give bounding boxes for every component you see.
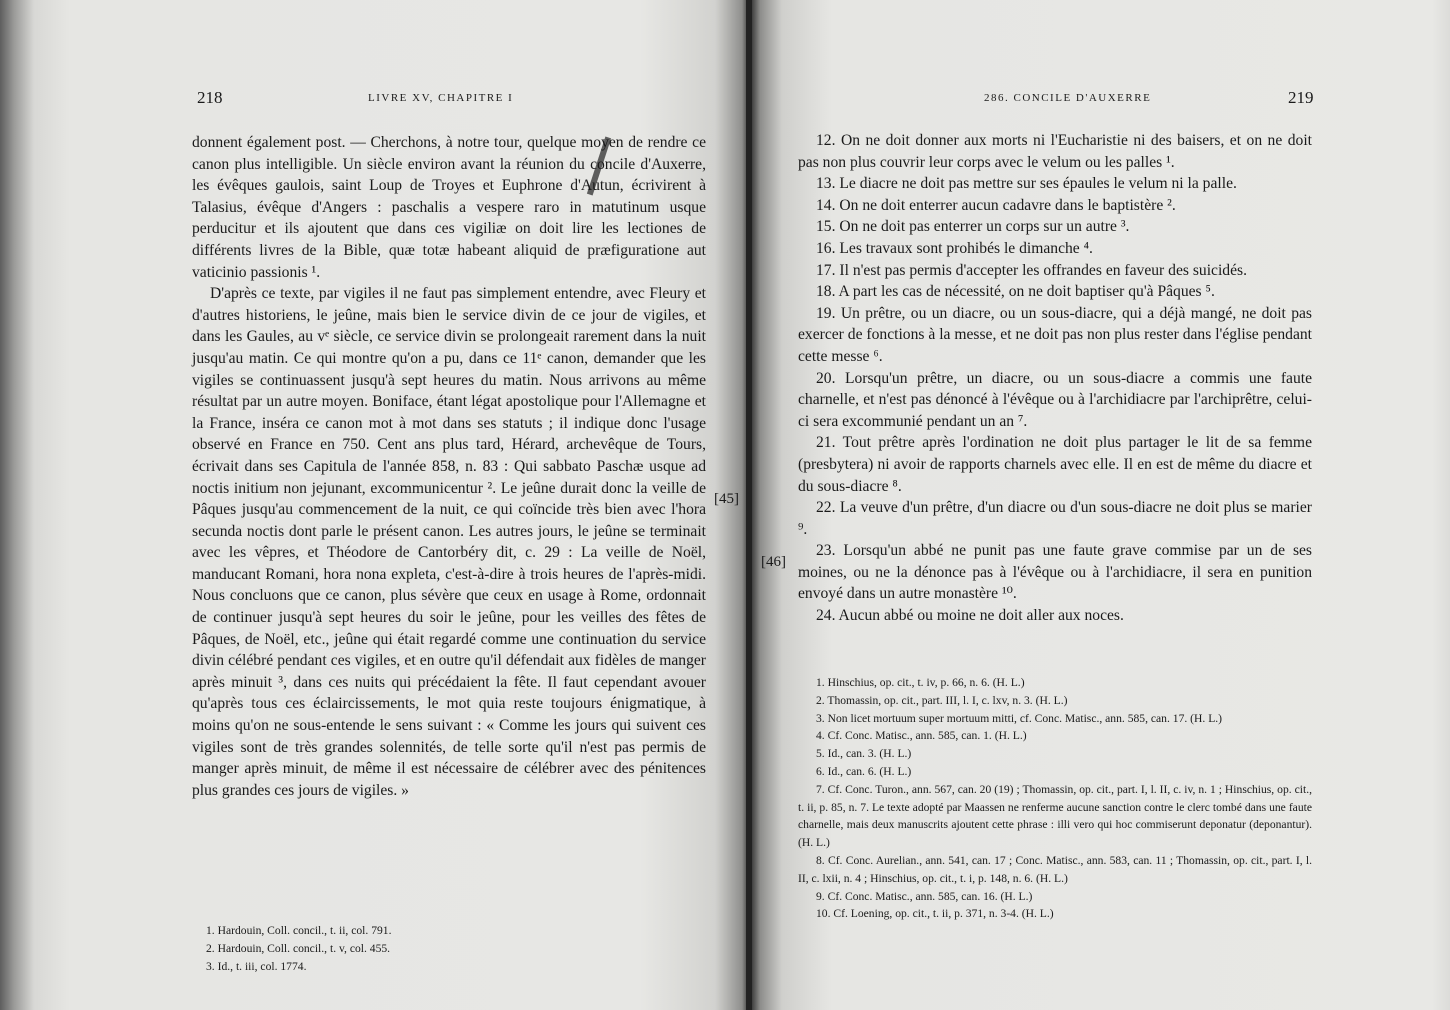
canon-paragraph: 12. On ne doit donner aux morts ni l'Eucharistie ni des baisers, et on ne doit pas non plus couvrir leur corps avec le velum ou les palles ¹. <box>798 132 1312 171</box>
canon-paragraph: 16. Les travaux sont prohibés le dimanche ⁴. <box>816 239 1093 257</box>
canon-paragraph: 20. Lorsqu'un prêtre, un diacre, ou un sous-diacre a commis une faute charnelle, et n'est pas dénoncé à l'évêque ou à l'archidiacre par l'archiprêtre, celui-ci sera excommunié pendant un an ⁷. <box>798 369 1312 430</box>
canon-paragraph: 23. Lorsqu'un abbé ne punit pas une faute grave commise par un de ses moines, ou ne la dénonce pas à l'évêque ou à l'archidiacre, il sera en punition envoyé dans un autre monastère ¹⁰. <box>798 542 1312 603</box>
margin-note: [45] <box>714 491 739 507</box>
footnote: 2. Hardouin, Coll. concil., t. v, col. 455. <box>206 941 391 955</box>
footnote: 3. Non licet mortuum super mortuum mitti, cf. Conc. Matisc., ann. 585, can. 17. (H. L.) <box>816 711 1223 725</box>
footnote: 10. Cf. Loening, op. cit., t. ii, p. 371, n. 3-4. (H. L.) <box>816 907 1054 921</box>
running-head: LIVRE XV, CHAPITRE I <box>368 92 514 104</box>
paragraph: D'après ce texte, par vigiles il ne faut pas simplement entendre, avec Fleury et d'autres historiens, le jeûne, mais bien le service divin de ce jour de vigiles, et dans les Gaules, au vᵉ siècle, ce service divin se prolongeait rarement dans la nuit jusqu'au matin. Ce qui montre qu'on a pu, dans ce 11ᵉ canon, demander que les vigiles se continuassent jusqu'à sept heures du matin. Nous arrivons au même résultat par un autre moyen. Boniface, étant légat apostolique pour l'Allemagne et la France, inséra ce canon mot à mot dans ses statuts ; il indique donc l'usage observé en France en 750. Cent ans plus tard, Hérard, archevêque de Tours, écrivait dans ses Capitula de l'année 858, n. 83 : Qui sabbato Paschæ usque ad noctis initium non jejunant, excommunicentur ². Le jeûne durait donc la veille de Pâques jusqu'au commencement de la nuit, ce qui coïncide très bien avec l'hora secunda noctis dont parle le présent canon. Les autres jours, le jeûne se terminait avec les vêpres, et Théodore de Cantorbéry dit, c. 29 : La veille de Noël, manducant Romani, hora nona expleta, c'est-à-dire à trois heures de l'après-midi. Nous concluons que ce canon, plus sévère que ceux en usage à Rome, ordonnait de continuer jusqu'à sept heures du soir le jeûne, pour les veilles des fêtes de Pâques, de Noël, etc., jeûne qui était regardé comme une continuation du service divin célébré pendant ces vigiles, et en outre qu'il défendait aux fidèles de manger après minuit ³, dans ces nuits qui précédaient la fête. Il faut cependant avouer qu'après tous ces éclaircissements, le mot quia reste toujours énigmatique, à moins qu'on ne sous-entende le sens suivant : « Comme les jours qui suivent ces vigiles sont de très grandes solennités, de telle sorte qu'il n'est pas permis de manger après minuit, de même il est nécessaire de célébrer avec des pénitences plus grandes ces jours de vigiles. » <box>192 285 706 799</box>
canon-paragraph: 15. On ne doit pas enterrer un corps sur un autre ³. <box>816 218 1130 236</box>
running-head: 286. CONCILE D'AUXERRE <box>984 92 1152 104</box>
canon-paragraph: 22. La veuve d'un prêtre, d'un diacre ou d'un sous-diacre ne doit plus se marier ⁹. <box>798 499 1312 538</box>
page-number: 219 <box>1288 88 1314 107</box>
paragraph: donnent également post. — Cherchons, à notre tour, quelque moyen de rendre ce canon plus intelligible. Un siècle environ avant la réunion du concile d'Auxerre, les évêques gaulois, saint Loup de Troyes et Euphrone d'Autun, écrivirent à Talasius, évêque d'Angers : paschalis a vespere raro in matutinum usque perducitur et ils ajoutent que dans ces vigiliæ on doit lire les lectiones de différents livres de la Bible, quæ totæ habeant aliquid de præfiguratione aut vaticinio passionis ¹. <box>192 134 706 281</box>
footnote: 3. Id., t. iii, col. 1774. <box>206 959 307 973</box>
right-footnotes <box>798 674 1312 923</box>
canon-paragraph: 19. Un prêtre, ou un diacre, ou un sous-diacre, qui a déjà mangé, ne doit pas exercer de fonctions à la messe, et ne doit pas non plus rester dans l'église pendant cette messe ⁶. <box>798 304 1312 365</box>
footnote: 1. Hinschius, op. cit., t. iv, p. 66, n. 6. (H. L.) <box>816 676 1025 689</box>
canon-paragraph: 14. On ne doit enterrer aucun cadavre dans le baptistère ². <box>816 196 1176 214</box>
footnote: 4. Cf. Conc. Matisc., ann. 585, can. 1. (H. L.) <box>816 729 1027 743</box>
footnote: 6. Id., can. 6. (H. L.) <box>816 764 912 778</box>
footnote: 1. Hardouin, Coll. concil., t. ii, col. 791. <box>206 924 392 937</box>
margin-note: [46] <box>761 554 786 570</box>
footnote: 5. Id., can. 3. (H. L.) <box>816 747 912 761</box>
canon-paragraph: 17. Il n'est pas permis d'accepter les offrandes en faveur des suicidés. <box>816 261 1247 279</box>
canon-paragraph: 24. Aucun abbé ou moine ne doit aller aux noces. <box>816 607 1124 625</box>
right-page <box>752 0 1450 1010</box>
footnote: 9. Cf. Conc. Matisc., ann. 585, can. 16. (H. L.) <box>816 889 1033 903</box>
page-number: 218 <box>197 88 223 107</box>
footnote: 2. Thomassin, op. cit., part. III, l. I, c. lxv, n. 3. (H. L.) <box>816 693 1068 707</box>
canon-paragraph: 13. Le diacre ne doit pas mettre sur ses épaules le velum ni la palle. <box>816 175 1237 193</box>
right-body-text <box>798 130 1312 627</box>
left-footnotes <box>188 922 668 975</box>
canon-paragraph: 18. A part les cas de nécessité, on ne doit baptiser qu'à Pâques ⁵. <box>816 283 1215 301</box>
canon-paragraph: 21. Tout prêtre après l'ordination ne doit plus partager le lit de sa femme (presbytera) ni avoir de rapports charnels avec elle. Il en est de même du diacre et du sous-diacre ⁸. <box>798 434 1312 495</box>
left-body-text <box>192 132 706 801</box>
footnote: 8. Cf. Conc. Aurelian., ann. 541, can. 17 ; Conc. Matisc., ann. 583, can. 11 ; Thomassin, op. cit., part. I, l. II, c. lxii, n. 4 ; Hinschius, op. cit., t. i, p. 148, n. 6. (H. L.) <box>798 853 1312 885</box>
footnote: 7. Cf. Conc. Turon., ann. 567, can. 20 (19) ; Thomassin, op. cit., part. I, l. II, c. iv, n. 1 ; Hinschius, op. cit., t. ii, p. 85, n. 7. Le texte adopté par Maassen ne renferme aucune sanction contre le clerc tombé dans une faute charnelle, mais deux manuscrits ajoutent cette phrase : illi vero qui hoc commiserunt deponatur (deponantur). (H. L.) <box>798 782 1312 850</box>
